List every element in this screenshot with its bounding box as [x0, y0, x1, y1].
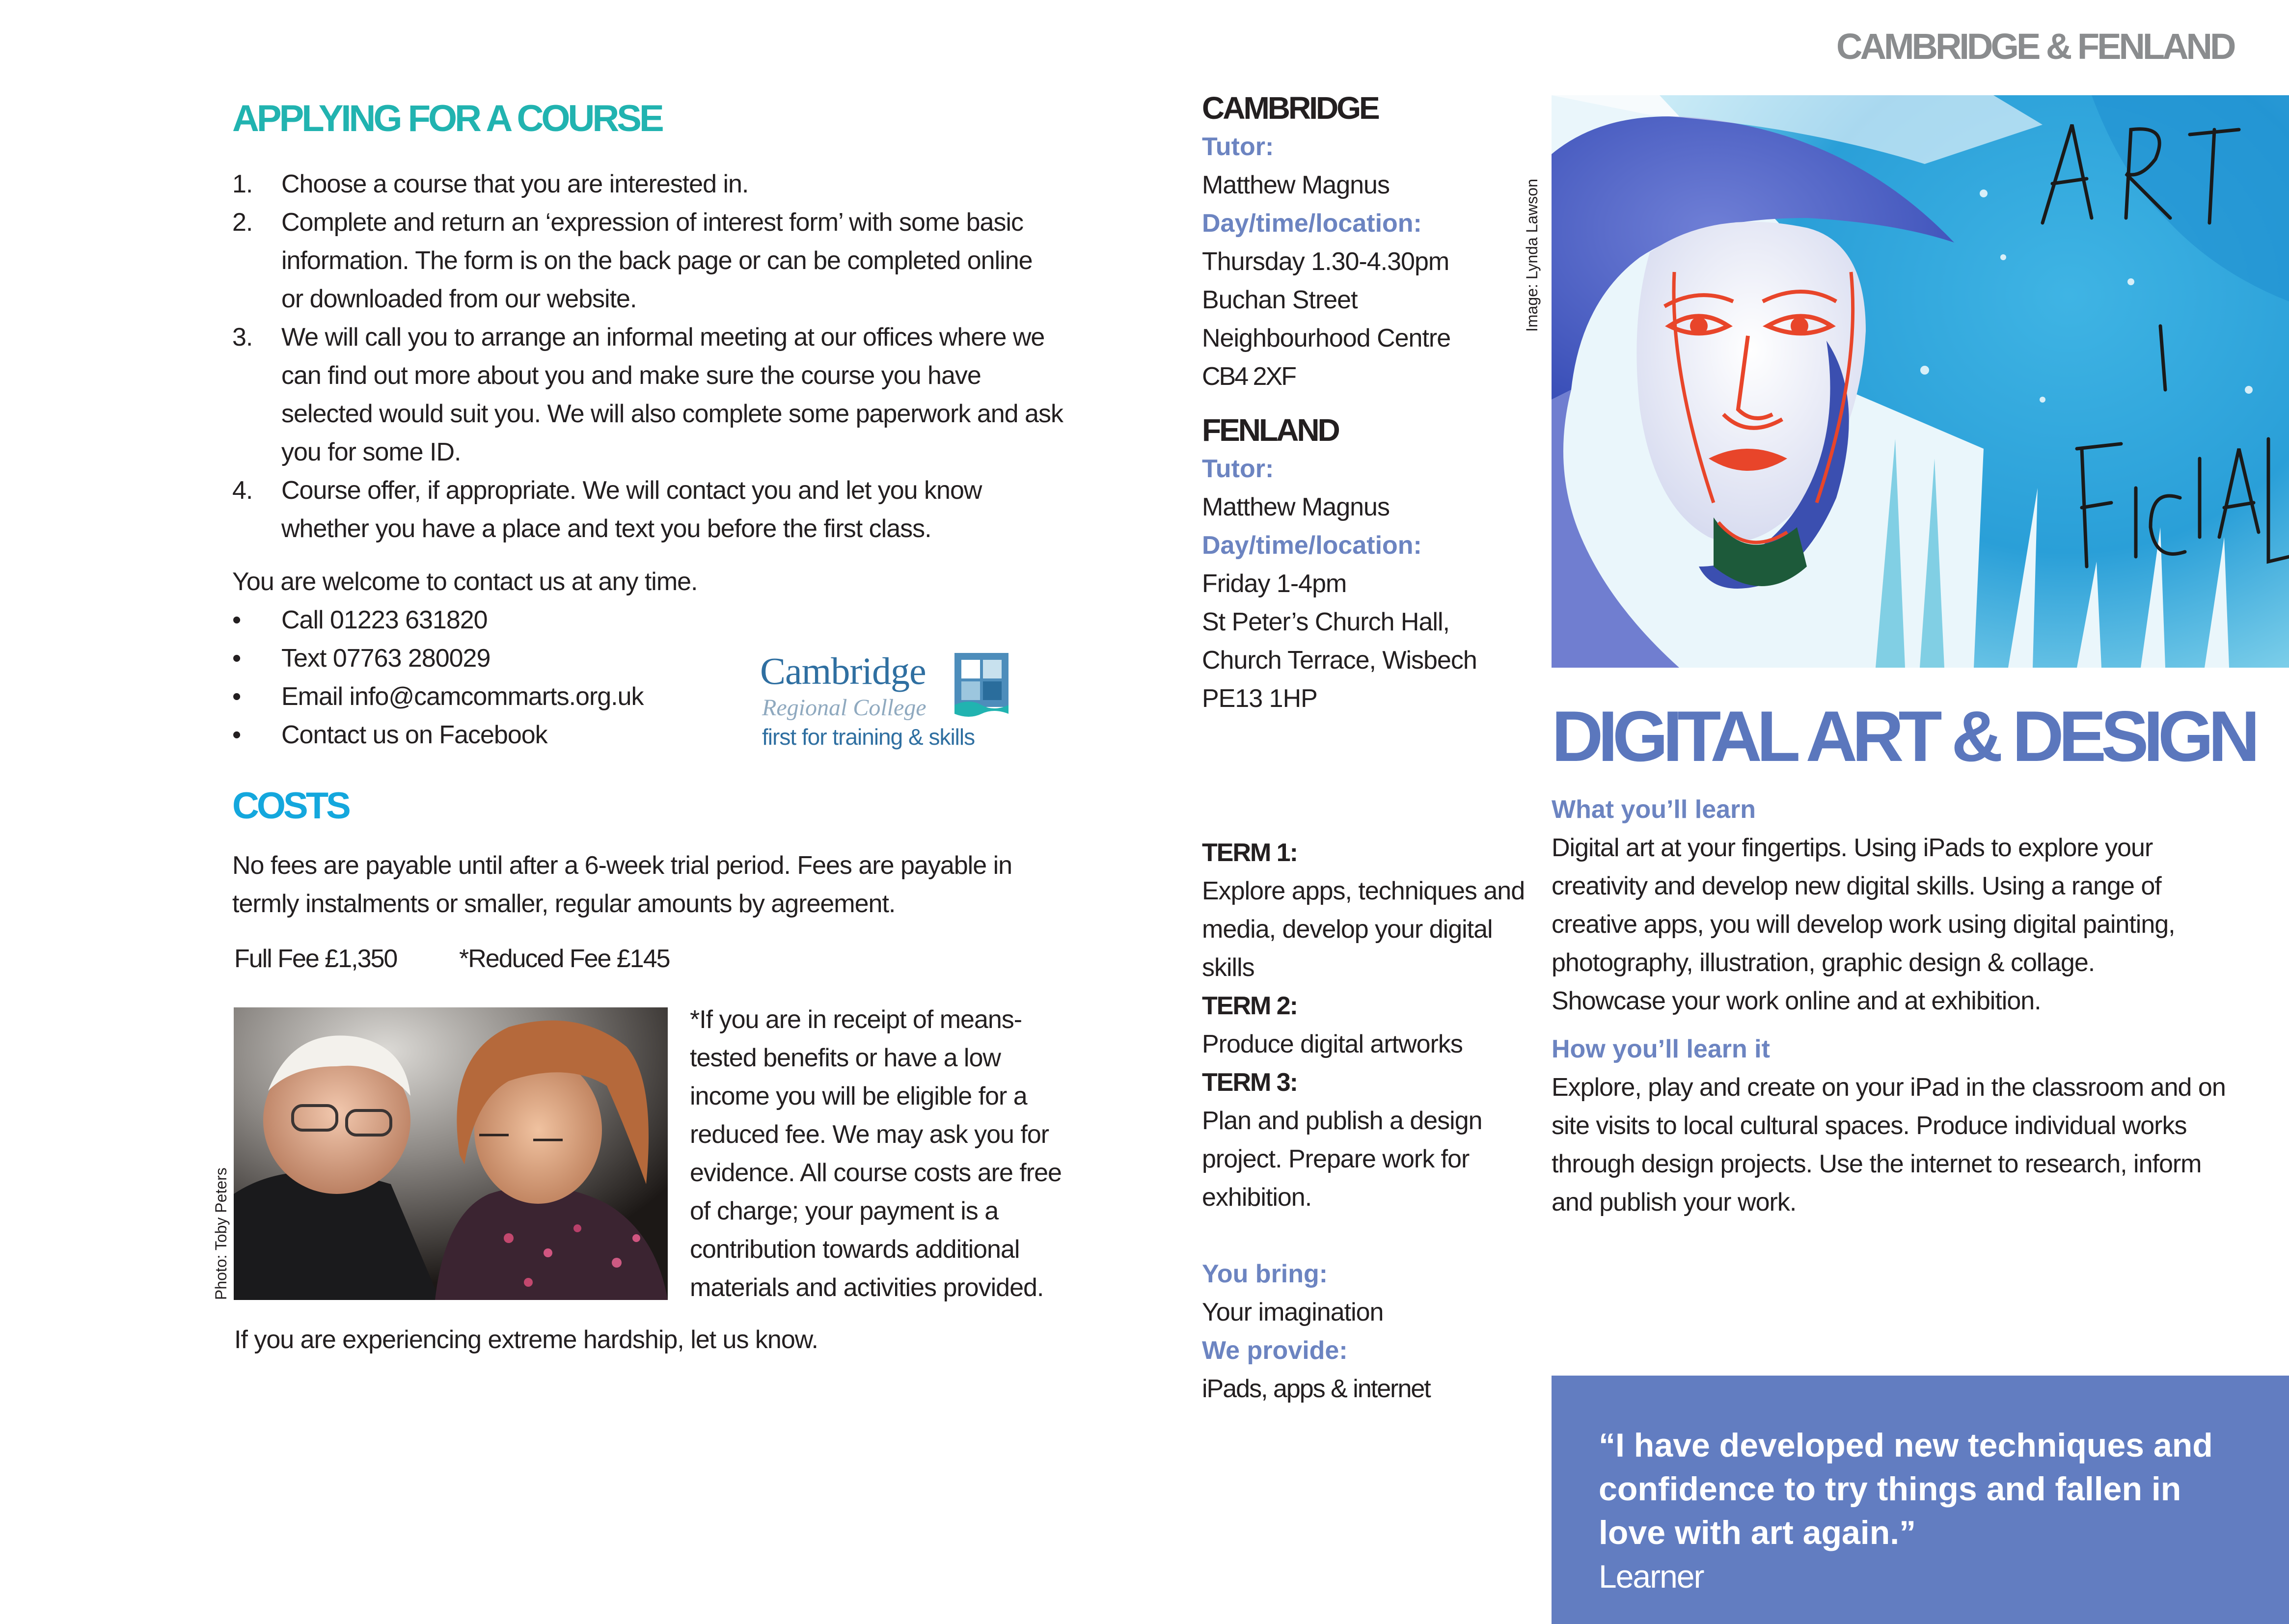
full-fee: Full Fee £1,350 — [234, 945, 397, 973]
term-line: media, develop your digital — [1202, 915, 1493, 944]
step-line: Choose a course that you are interested in. — [281, 170, 749, 198]
note-line: reduced fee. We may ask you for — [690, 1120, 1049, 1149]
photo-credit: Photo: Toby Peters — [212, 1167, 230, 1300]
logo-name: Cambridge — [760, 650, 926, 692]
contact-item — [232, 639, 723, 677]
step-line: We will call you to arrange an informal meeting at our offices where we — [281, 323, 1045, 352]
college-logo — [760, 649, 1015, 757]
step-number: 3. — [232, 323, 253, 352]
artwork-image — [1552, 95, 2289, 668]
step-line: Course offer, if appropriate. We will contact you and let you know — [281, 476, 982, 505]
learn-line: photography, illustration, graphic design & collage. — [1552, 948, 2095, 977]
term-line: Plan and publish a design — [1202, 1107, 1482, 1135]
term-label: TERM 3: — [1202, 1068, 1297, 1097]
artwork-credit: Image: Lynda Lawson — [1523, 179, 1541, 332]
bullet: • — [232, 606, 241, 634]
costs-description — [232, 846, 1096, 923]
cambridge-details — [1202, 88, 1546, 396]
schedule-line: Thursday 1.30-4.30pm — [1202, 247, 1449, 276]
term-label: TERM 2: — [1202, 992, 1297, 1020]
artwork-illustration — [1552, 95, 2289, 668]
term-line: skills — [1202, 953, 1254, 982]
hardship-note: If you are experiencing extreme hardship, let us know. — [234, 1326, 818, 1354]
quote-line: love with art again.” — [1599, 1514, 1916, 1551]
step-line: whether you have a place and text you before the first class. — [281, 514, 931, 543]
step-item — [232, 318, 1096, 471]
contact-list — [232, 601, 723, 754]
term-label: TERM 1: — [1202, 839, 1297, 867]
step-line: Complete and return an ‘expression of interest form’ with some basic — [281, 208, 1024, 237]
quote-line: confidence to try things and fallen in — [1599, 1470, 2181, 1508]
step-line: selected would suit you. We will also complete some paperwork and ask — [281, 400, 1063, 428]
provide-label: We provide: — [1202, 1336, 1348, 1365]
step-line: you for some ID. — [281, 438, 461, 466]
schedule-line: Neighbourhood Centre — [1202, 324, 1451, 352]
schedule-line: CB4 2XF — [1202, 362, 1295, 391]
reduced-fee-note — [690, 1001, 1112, 1307]
learn-heading: What you’ll learn — [1552, 795, 1756, 824]
course-details — [1552, 790, 2278, 1221]
contact-text[interactable]: Text 07763 280029 — [281, 644, 490, 673]
term-line: Explore apps, techniques and — [1202, 877, 1525, 905]
contact-phone[interactable]: Call 01223 631820 — [281, 606, 488, 634]
tutor-label: Tutor: — [1202, 455, 1274, 483]
quote-attribution: Learner — [1599, 1558, 1704, 1595]
learn-line: creative apps, you will develop work using digital painting, — [1552, 910, 2175, 939]
note-line: tested benefits or have a low — [690, 1044, 1001, 1072]
contact-item — [232, 677, 723, 716]
contact-intro: You are welcome to contact us at any time. — [232, 568, 698, 596]
note-line: *If you are in receipt of means- — [690, 1005, 1022, 1034]
costs-heading: COSTS — [232, 785, 349, 827]
bring-value: Your imagination — [1202, 1298, 1384, 1326]
learners-photo-image — [234, 1007, 668, 1300]
how-line: through design projects. Use the internet to research, inform — [1552, 1150, 2202, 1178]
learners-photo — [234, 1007, 668, 1300]
bullet: • — [232, 644, 241, 673]
cambridge-heading: CAMBRIDGE — [1202, 90, 1378, 126]
step-line: information. The form is on the back page or can be completed online — [281, 246, 1033, 275]
how-line: and publish your work. — [1552, 1188, 1797, 1217]
schedule-label: Day/time/location: — [1202, 531, 1422, 560]
step-item — [232, 165, 1096, 203]
learn-line: Showcase your work online and at exhibition. — [1552, 987, 2041, 1015]
note-line: income you will be eligible for a — [690, 1082, 1027, 1110]
schedule-line: Church Terrace, Wisbech — [1202, 646, 1477, 675]
step-item — [232, 203, 1096, 318]
learner-quote-box — [1552, 1376, 2289, 1624]
contact-email[interactable]: Email info@camcommarts.org.uk — [281, 682, 644, 711]
step-number: 1. — [232, 170, 253, 198]
term-line: project. Prepare work for — [1202, 1145, 1470, 1173]
how-line: site visits to local cultural spaces. Produce individual works — [1552, 1111, 2187, 1140]
provide-value: iPads, apps & internet — [1202, 1375, 1430, 1403]
step-item — [232, 471, 1096, 548]
reduced-fee: *Reduced Fee £145 — [459, 945, 670, 973]
schedule-line: PE13 1HP — [1202, 684, 1317, 713]
fenland-details — [1202, 410, 1546, 718]
tutor-name: Matthew Magnus — [1202, 493, 1390, 521]
bring-provide — [1202, 1255, 1546, 1408]
note-line: evidence. All course costs are free — [690, 1159, 1062, 1187]
logo-mark-icon — [954, 653, 1008, 717]
bullet: • — [232, 721, 241, 749]
learn-line: Digital art at your fingertips. Using iPads to explore your — [1552, 834, 2153, 862]
step-number: 4. — [232, 476, 253, 505]
costs-line: No fees are payable until after a 6-week trial period. Fees are payable in — [232, 851, 1012, 880]
note-line: materials and activities provided. — [690, 1273, 1044, 1302]
term-line: Produce digital artworks — [1202, 1030, 1463, 1058]
note-line: of charge; your payment is a — [690, 1197, 999, 1225]
schedule-line: Friday 1-4pm — [1202, 569, 1347, 598]
logo-tagline: first for training & skills — [762, 724, 975, 750]
contact-facebook[interactable]: Contact us on Facebook — [281, 721, 547, 749]
logo-subtitle: Regional College — [762, 695, 926, 721]
term-line: exhibition. — [1202, 1183, 1312, 1212]
step-line: or downloaded from our website. — [281, 285, 637, 313]
schedule-label: Day/time/location: — [1202, 209, 1422, 238]
region-header: CAMBRIDGE & FENLAND — [1836, 26, 2234, 67]
learn-line: creativity and develop new digital skills. Using a range of — [1552, 872, 2161, 900]
step-line: can find out more about you and make sure the course you have — [281, 361, 981, 390]
tutor-name: Matthew Magnus — [1202, 171, 1390, 199]
how-line: Explore, play and create on your iPad in the classroom and on — [1552, 1073, 2226, 1102]
how-heading: How you’ll learn it — [1552, 1035, 1770, 1063]
tutor-label: Tutor: — [1202, 133, 1274, 161]
contact-item — [232, 601, 723, 639]
bullet: • — [232, 682, 241, 711]
contact-item — [232, 716, 723, 754]
costs-line: termly instalments or smaller, regular amounts by agreement. — [232, 890, 896, 918]
note-line: contribution towards additional — [690, 1235, 1020, 1264]
course-terms — [1202, 834, 1546, 1217]
schedule-line: St Peter’s Church Hall, — [1202, 608, 1449, 636]
course-title: DIGITAL ART & DESIGN — [1552, 696, 2255, 776]
applying-heading: APPLYING FOR A COURSE — [232, 98, 662, 139]
quote-line: “I have developed new techniques and — [1599, 1427, 2213, 1464]
learner-quote — [1599, 1424, 2276, 1598]
fenland-heading: FENLAND — [1202, 412, 1338, 448]
bring-label: You bring: — [1202, 1260, 1328, 1288]
application-steps — [232, 165, 1096, 548]
schedule-line: Buchan Street — [1202, 286, 1358, 314]
step-number: 2. — [232, 208, 253, 237]
